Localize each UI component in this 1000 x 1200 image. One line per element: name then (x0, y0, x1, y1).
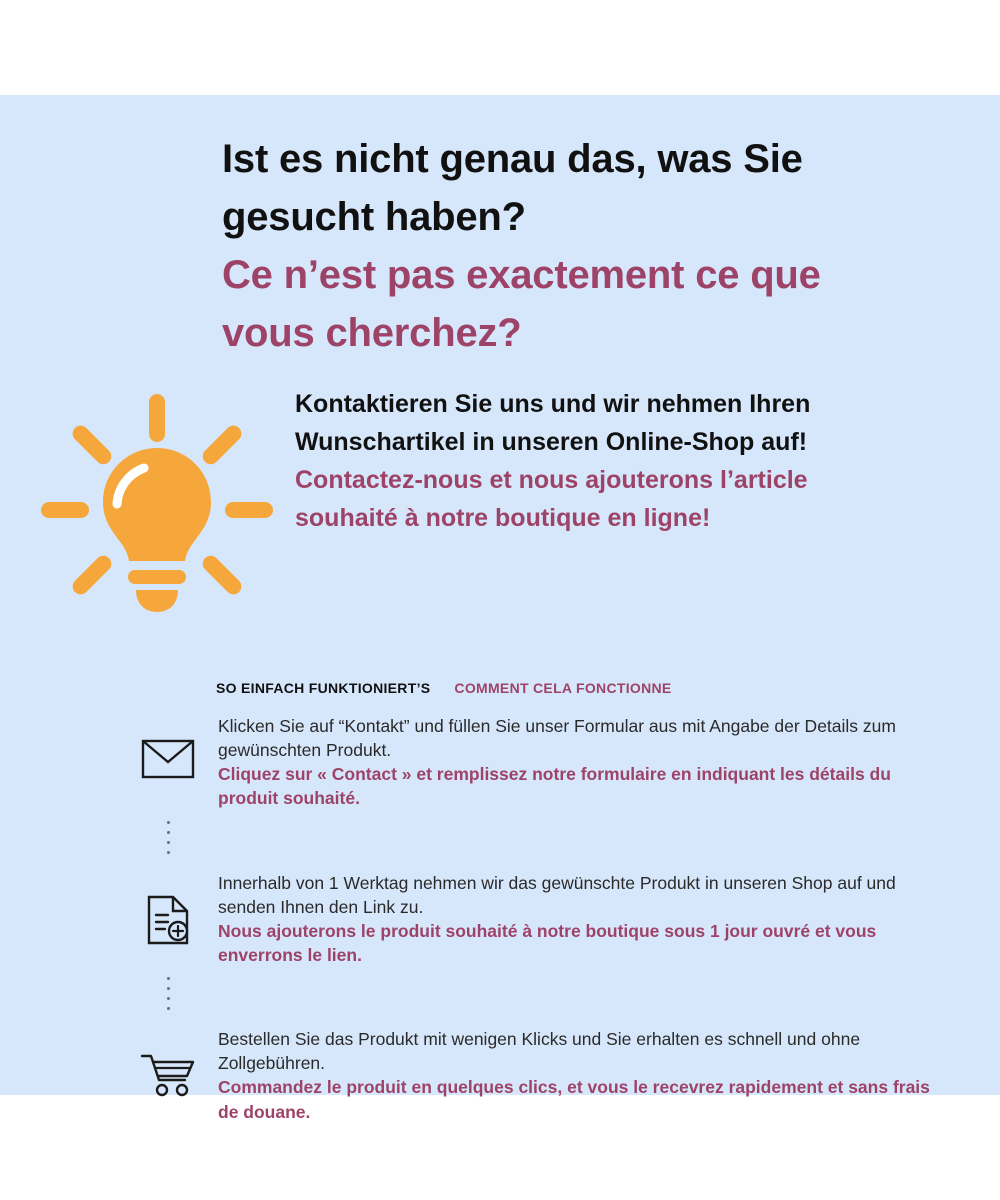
step-german: Innerhalb von 1 Werktag nehmen wir das gewünschte Produkt in unseren Shop auf und senden Ihnen den Link zu. (218, 872, 896, 917)
divider-dot (167, 997, 170, 1000)
divider-dot (167, 1007, 170, 1010)
step-item (118, 710, 938, 811)
dotted-divider (118, 811, 218, 867)
divider-dot (167, 841, 170, 844)
step-text (218, 1023, 938, 1124)
subheading-german: Kontaktieren Sie uns und wir nehmen Ihren Wunschartikel in unseren Online-Shop auf! (295, 390, 811, 456)
envelope-icon (118, 710, 218, 780)
divider-dot (167, 821, 170, 824)
step-item (118, 867, 938, 968)
shopping-cart-icon (118, 1023, 218, 1097)
divider-dot (167, 987, 170, 990)
lightbulb-icon (36, 390, 276, 630)
headline-french: Ce n’est pas exactement ce que vous cherchez? (222, 253, 821, 355)
step-connector (118, 811, 938, 867)
steps-list (118, 710, 938, 1124)
how-it-works-french: COMMENT CELA FONCTIONNE (454, 680, 672, 696)
document-add-icon (118, 867, 218, 945)
how-it-works-german: SO EINFACH FUNKTIONIERT’S (216, 680, 431, 696)
headline-block (222, 130, 922, 362)
step-french: Cliquez sur « Contact » et remplissez notre formulaire en indiquant les détails du produit souhaité. (218, 764, 891, 809)
how-it-works-labels (216, 680, 672, 696)
dotted-divider (118, 967, 218, 1023)
headline-german: Ist es nicht genau das, was Sie gesucht haben? (222, 137, 803, 239)
connector-spacer (218, 967, 938, 1023)
step-item (118, 1023, 938, 1124)
divider-dot (167, 977, 170, 980)
divider-dot (167, 831, 170, 834)
step-text (218, 867, 938, 968)
step-text (218, 710, 938, 811)
connector-spacer (218, 811, 938, 867)
subheading-block (295, 385, 915, 537)
step-german: Bestellen Sie das Produkt mit wenigen Klicks und Sie erhalten es schnell und ohne Zollgebühren. (218, 1029, 861, 1074)
step-connector (118, 967, 938, 1023)
step-french: Nous ajouterons le produit souhaité à notre boutique sous 1 jour ouvré et vous enverrons le lien. (218, 920, 877, 965)
step-german: Klicken Sie auf “Kontakt” und füllen Sie unser Formular aus mit Angabe der Details zum gewünschten Produkt. (218, 716, 896, 761)
divider-dot (167, 851, 170, 854)
subheading-french: Contactez-nous et nous ajouterons l’article souhaité à notre boutique en ligne! (295, 466, 808, 532)
step-french: Commandez le produit en quelques clics, et vous le recevrez rapidement et sans frais de douane. (218, 1077, 930, 1122)
